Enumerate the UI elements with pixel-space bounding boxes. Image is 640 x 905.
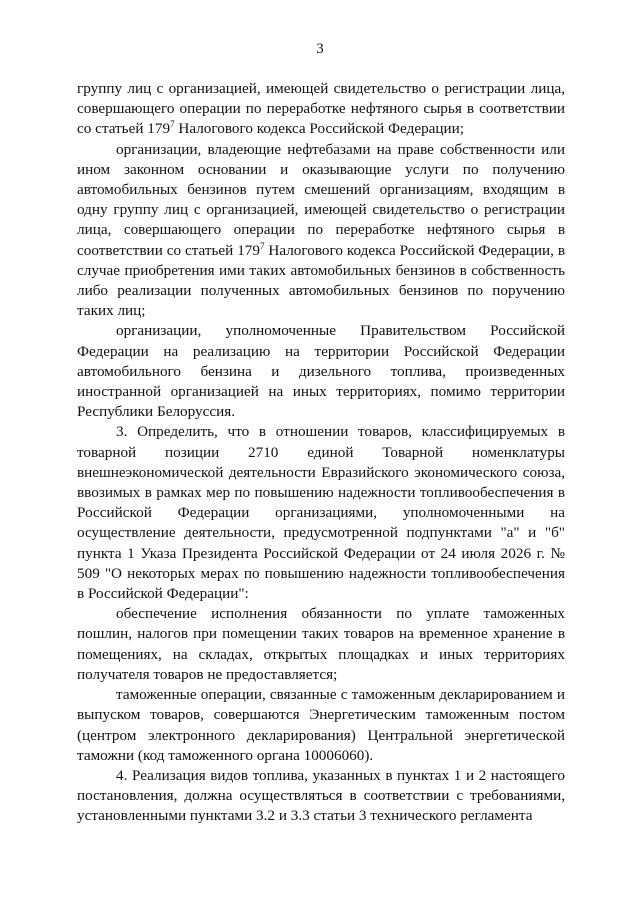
paragraph-text: 3. Определить, что в отношении товаров, классифицируемых в товарной позиции 2710 единой Товарной номенклатуры внешнеэкономической деятельности Евразийского экономического союза, ввозимых в рамках мер по повышению надежности топливообеспечения в Российской Федерации организациями, уполномоченными на осуществление деятельности, предусмотренной подпунктами "а" и "б" пункта 1 Указа Президента Российской Федерации от 24 июля 2026 г. № 509 "О некоторых мерах по повышению надежности топливообеспечения в Российской Федерации": <box>77 423 565 603</box>
superscript: 7 <box>170 119 175 130</box>
paragraph <box>77 79 565 140</box>
superscript: 7 <box>259 240 265 251</box>
paragraph-text: Налогового кодекса Российской Федерации, в случае приобретения ими таких автомобильных бензинов в собственность либо реализации полученных автомобильных бензинов по поручению таких лиц; <box>77 241 565 320</box>
paragraph-text: организации, уполномоченные Правительством Российской Федерации на реализацию на территории Российской Федерации автомобильного бензина и дизельного топлива, произведенных иностранной организацией на иных территориях, помимо территории Республики Белоруссия. <box>77 322 565 421</box>
paragraph <box>77 321 565 422</box>
paragraph-text: 4. Реализация видов топлива, указанных в пунктах 1 и 2 настоящего постановления, должна осуществляться в соответствии с требованиями, установленными пунктами 3.2 и 3.3 статьи 3 технического регламента <box>77 766 565 825</box>
paragraph-text: таможенные операции, связанные с таможенным декларированием и выпуском товаров, совершаются Энергетическим таможенным постом (центром электронного декларирования) Центральной энергетической таможни (код таможенного органа 10006060). <box>77 686 565 764</box>
paragraph <box>77 604 565 685</box>
page-number: 3 <box>316 41 324 57</box>
paragraph <box>77 140 565 322</box>
paragraph <box>77 422 565 604</box>
paragraph-text: Налогового кодекса Российской Федерации; <box>174 120 465 138</box>
paragraph <box>77 685 565 766</box>
document-body <box>77 79 565 827</box>
paragraph <box>77 766 565 827</box>
paragraph-text: организации, владеющие нефтебазами на праве собственности или ином законном основании и оказывающие услуги по получению автомобильных бензинов путем смешений организациям, входящим в одну группу лиц с организацией, имеющей свидетельство о регистрации лица, совершающего операции по переработке нефтяного сырья в соответствии со статьей 179 <box>77 140 565 259</box>
paragraph-text: обеспечение исполнения обязанности по уплате таможенных пошлин, налогов при помещении таких товаров на временное хранение в помещениях, на складах, открытых площадках и иных территориях получателя товаров не предоставляется; <box>77 605 565 683</box>
paragraph-text: группу лиц с организацией, имеющей свидетельство о регистрации лица, совершающего операции по переработке нефтяного сырья в соответствии со статьей 179 <box>77 80 565 138</box>
